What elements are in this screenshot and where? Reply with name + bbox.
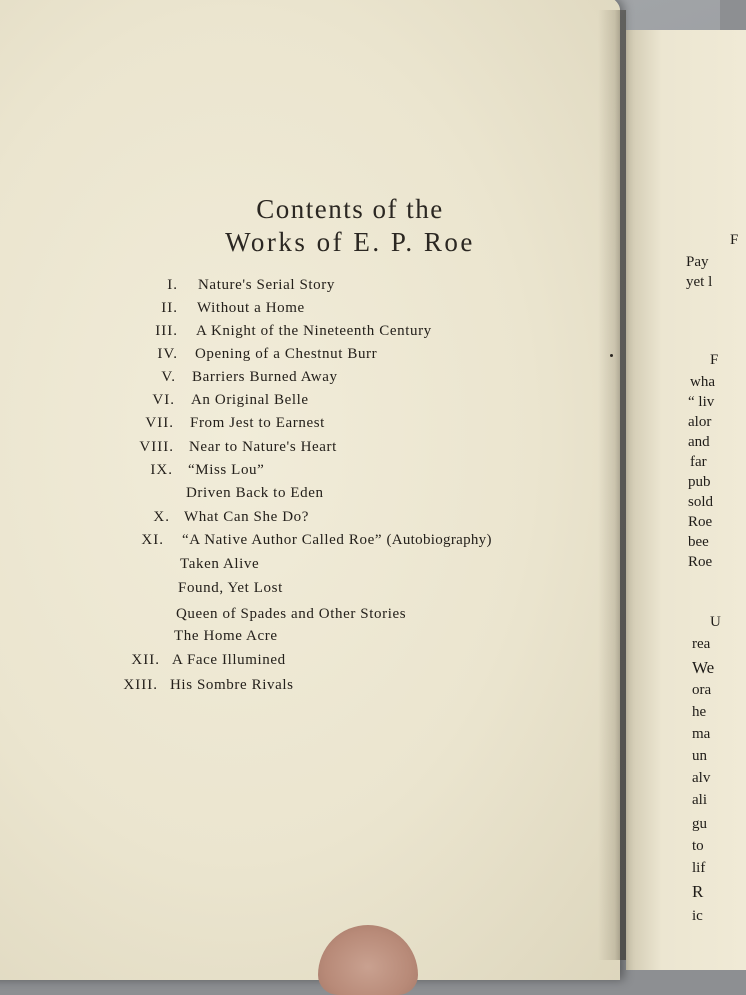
toc-entry-number: XII. [131, 652, 160, 668]
toc-entry-number: IV. [157, 346, 178, 362]
right-page-fragment: lif [692, 860, 706, 876]
right-page-fragment: alv [692, 770, 711, 786]
right-page-fragment: rea [692, 636, 711, 652]
toc-entry-title: What Can She Do? [184, 509, 309, 525]
right-page-fragment: bee [688, 534, 709, 550]
right-page-fragment: ora [692, 682, 712, 698]
right-page-fragment: he [692, 704, 707, 720]
right-page-fragment: ic [692, 908, 703, 924]
right-page-fragment: and [688, 434, 710, 450]
right-page-fragment: yet l [686, 274, 713, 290]
right-page-fragment: We [692, 658, 715, 677]
page-title-line-2: Works of E. P. Roe [225, 227, 475, 257]
right-page-fragment: ali [692, 792, 707, 808]
right-page-fragment: R [692, 882, 704, 901]
right-page-fragment: F [730, 232, 739, 248]
right-page-fragment: to [692, 838, 704, 854]
toc-entry-number: VI. [152, 392, 175, 408]
right-page-fragment: Roe [688, 554, 713, 570]
right-page-fragment: F [710, 352, 719, 368]
toc-entry-title: Found, Yet Lost [178, 580, 283, 596]
toc-entry-number: XIII. [123, 677, 158, 693]
toc-entry-title: Barriers Burned Away [192, 369, 338, 385]
toc-entry-title: Without a Home [197, 300, 305, 316]
right-page [626, 30, 746, 970]
toc-entry-title: Queen of Spades and Other Stories [176, 606, 407, 622]
right-page-fragment: ma [692, 726, 711, 742]
toc-entry-number: V. [161, 369, 176, 385]
toc-entry-title: The Home Acre [174, 628, 278, 644]
page-speck [610, 354, 613, 357]
toc-entry-title-text: “A Native Author Called Roe” [182, 532, 383, 548]
right-page-fragment: U [710, 614, 721, 630]
right-page-fragment: Pay [686, 254, 709, 270]
right-page-fragment: “ liv [688, 394, 715, 410]
toc-entry-title: From Jest to Earnest [190, 415, 325, 431]
toc-entry-number: III. [155, 323, 178, 339]
toc-entry-title: Opening of a Chestnut Burr [195, 346, 378, 362]
right-page-fragment: alor [688, 414, 712, 430]
toc-entry-title: An Original Belle [191, 392, 309, 408]
right-page-fragment: far [690, 454, 707, 470]
toc-entry-subtitle: (Autobiography) [386, 532, 492, 548]
toc-entry-number: X. [153, 509, 170, 525]
toc-entry-title: A Face Illumined [172, 652, 286, 668]
toc-entry-title: Near to Nature's Heart [189, 439, 337, 455]
toc-entry-number: VII. [145, 415, 174, 431]
right-page-fragment: wha [690, 374, 715, 390]
toc-entry-number: IX. [150, 462, 173, 478]
toc-entry-number: II. [161, 300, 178, 316]
toc-entry-number: I. [167, 277, 178, 293]
toc-entry-title: Taken Alive [180, 556, 260, 572]
right-page-fragment: pub [688, 474, 711, 490]
right-page-fragment: gu [692, 816, 707, 832]
toc-entry-number: VIII. [139, 439, 174, 455]
right-page-fragment: sold [688, 494, 714, 510]
toc-entry-title: His Sombre Rivals [170, 677, 294, 693]
toc-entry-title: Nature's Serial Story [198, 277, 335, 293]
toc-entry-title: A Knight of the Nineteenth Century [196, 323, 432, 339]
page-title-line-1: Contents of the [256, 194, 444, 224]
toc-entry-number: XI. [141, 532, 164, 548]
toc-entry-title: “Miss Lou” [188, 462, 265, 478]
right-page-fragment: Roe [688, 514, 713, 530]
toc-entry-title [182, 532, 492, 549]
toc-entry-title: Driven Back to Eden [186, 485, 324, 501]
right-page-fragment: un [692, 748, 707, 764]
